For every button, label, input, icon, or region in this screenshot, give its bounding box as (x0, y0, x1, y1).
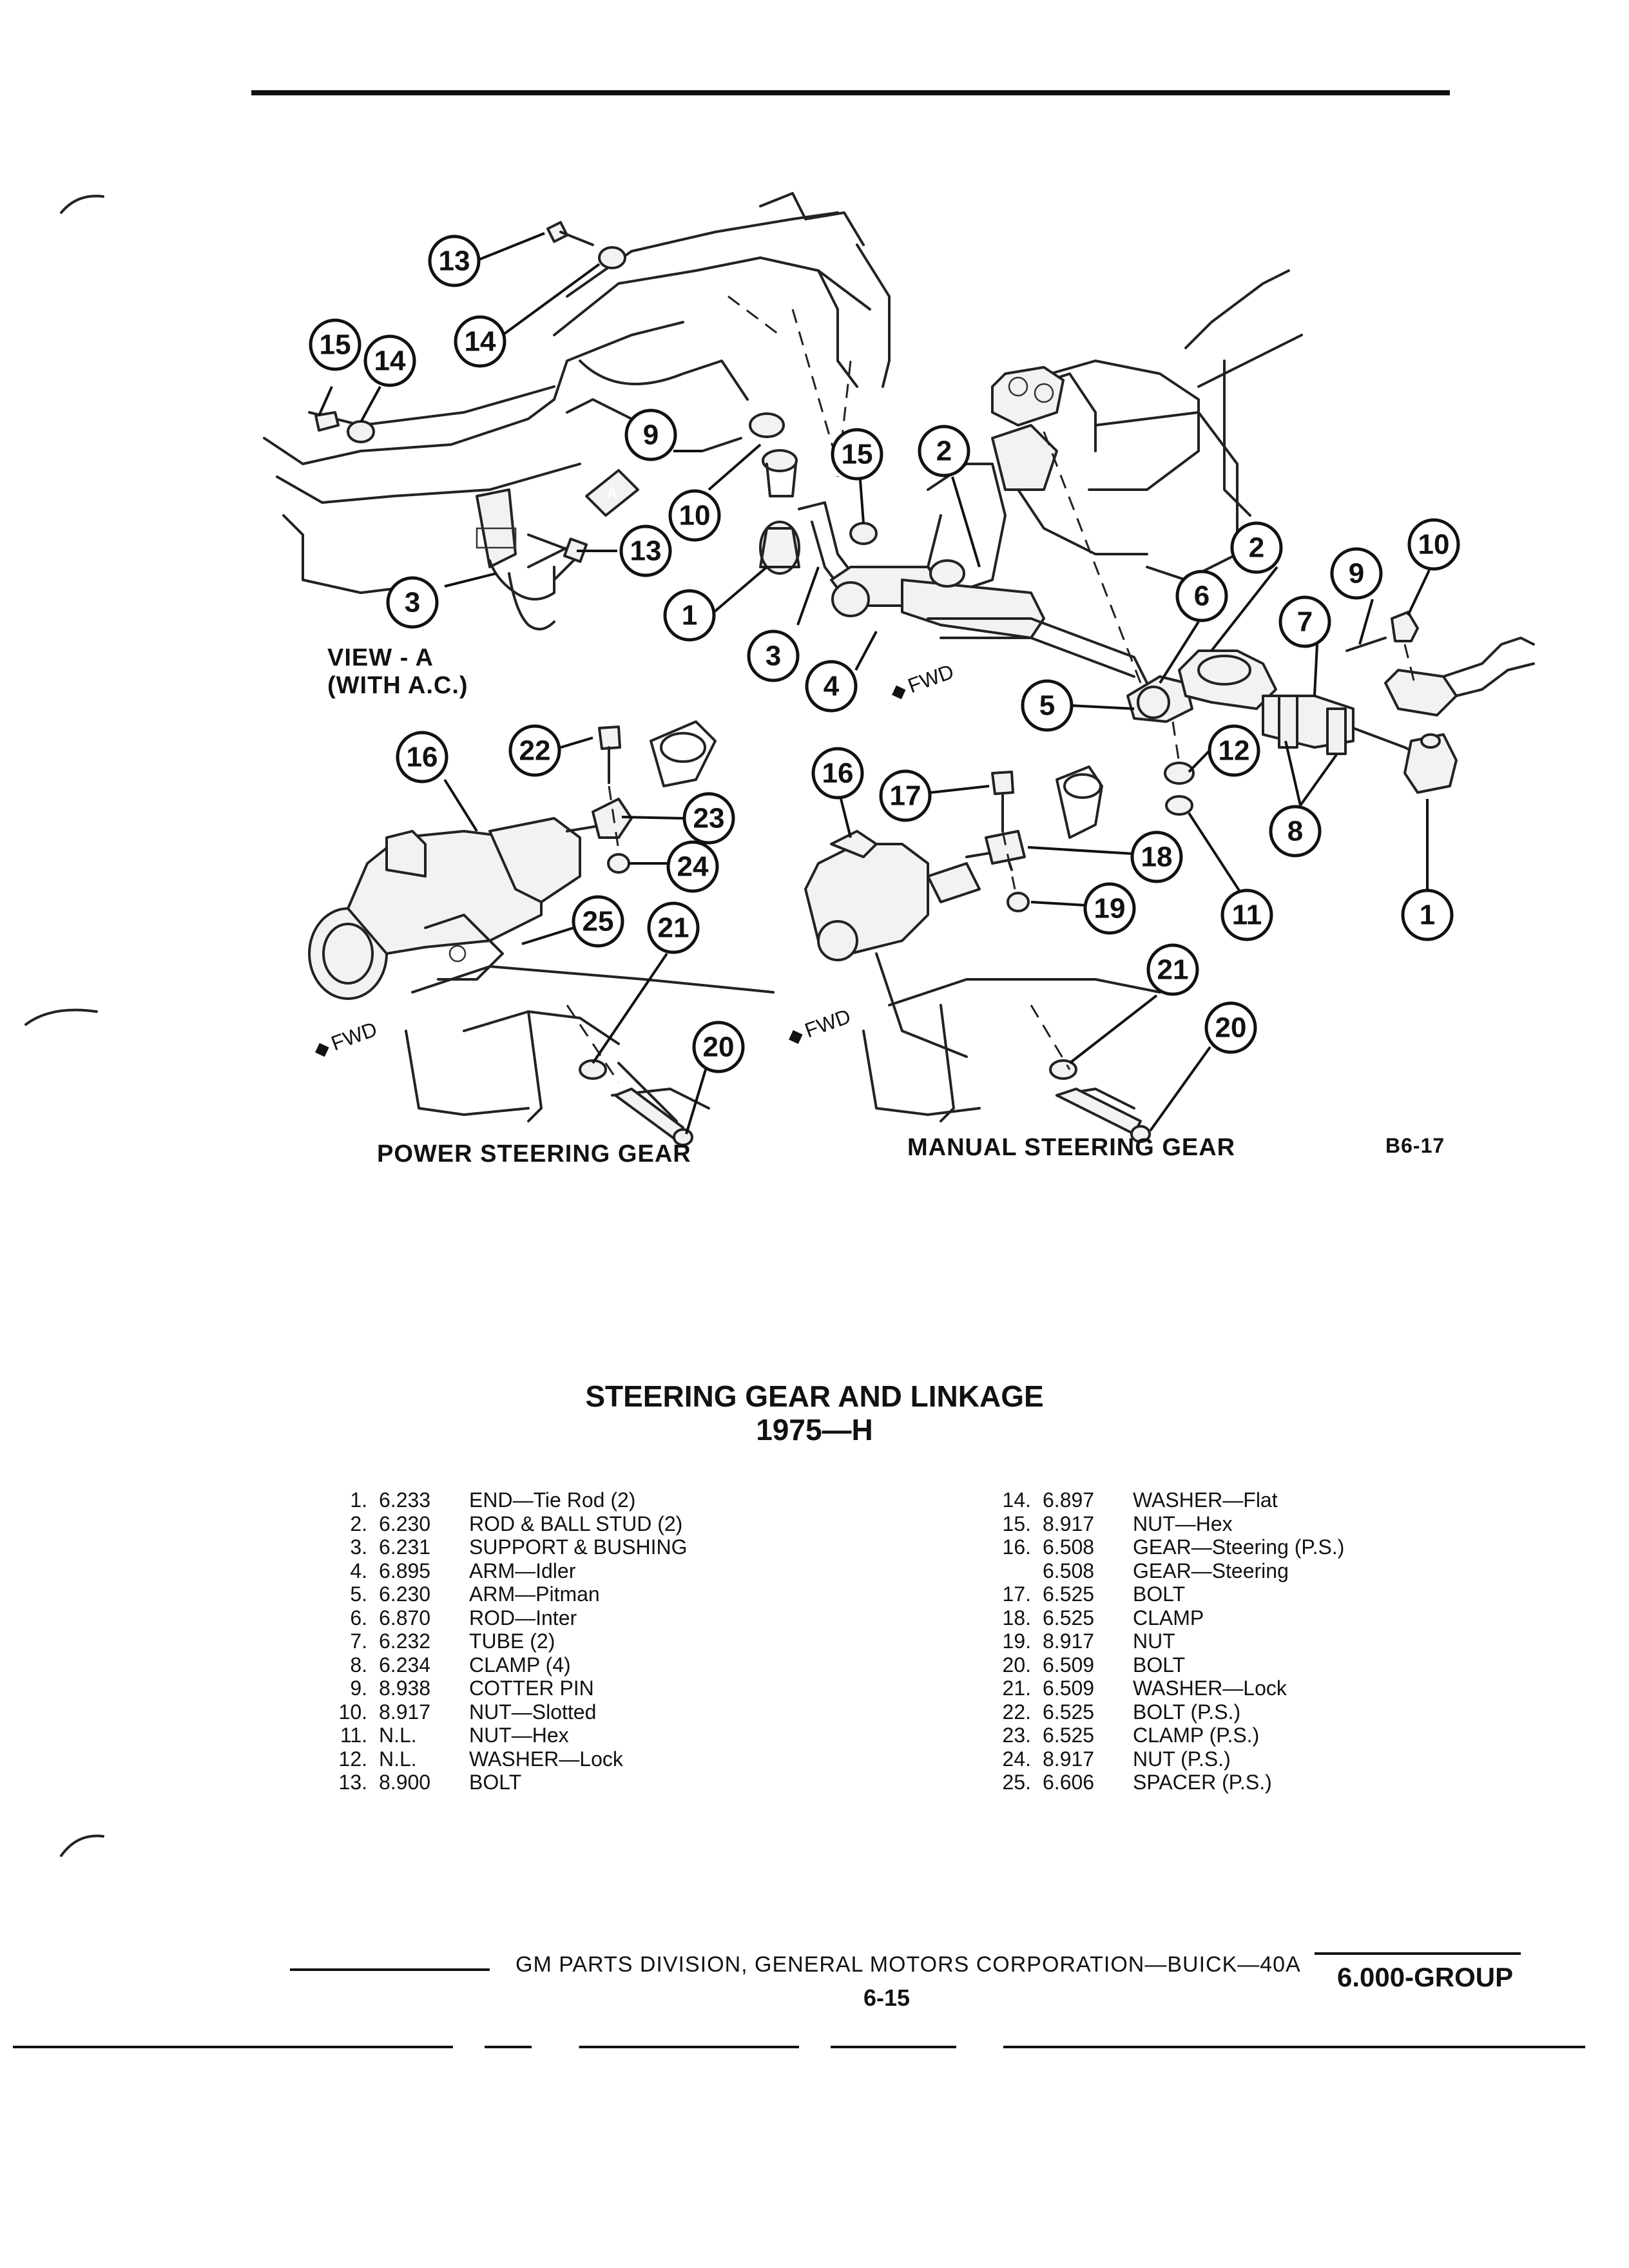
page-number: 6-15 (863, 1984, 911, 2011)
part-number-index: 7. (350, 1629, 367, 1653)
part-number-index: 8. (350, 1653, 367, 1677)
part-catalog-code: 6.897 (1043, 1488, 1095, 1512)
footer-rule-left (290, 1968, 490, 1971)
callout (1023, 681, 1072, 730)
part-number-index: 18. (1002, 1606, 1031, 1629)
part-description: GEAR—Steering (1133, 1559, 1289, 1582)
callout (1206, 1003, 1255, 1052)
callout-number: 20 (1215, 1012, 1247, 1044)
part-description: SUPPORT & BUSHING (469, 1535, 688, 1559)
part-description: NUT (1133, 1629, 1175, 1653)
fwd-text: FWD (328, 1017, 380, 1055)
callout (1403, 890, 1452, 939)
view-a-label: VIEW - A (327, 644, 434, 671)
page-title: STEERING GEAR AND LINKAGE (585, 1379, 1044, 1413)
callout (1085, 884, 1134, 933)
callout-number: 3 (765, 640, 782, 672)
callout-number: 5 (1039, 689, 1055, 722)
parts-list-row (309, 1653, 687, 1677)
part-catalog-code: 6.509 (1043, 1653, 1095, 1677)
part-description: ARM—Pitman (469, 1582, 600, 1606)
callout-number: 21 (657, 912, 689, 944)
callout (1222, 890, 1271, 939)
callout (311, 320, 360, 369)
part-number-index: 2. (350, 1512, 367, 1535)
view-a-sublabel: (WITH A.C.) (327, 672, 468, 699)
part-catalog-code: 8.900 (379, 1771, 431, 1794)
part-catalog-code: 6.233 (379, 1488, 431, 1512)
part-number-index: 14. (1002, 1488, 1031, 1512)
callout (1332, 549, 1381, 598)
callout (1271, 807, 1320, 856)
callout (510, 726, 559, 775)
part-description: BOLT (469, 1771, 522, 1794)
part-catalog-code: 6.525 (1043, 1724, 1095, 1747)
callout (430, 236, 479, 285)
parts-list-row (973, 1724, 1344, 1747)
callout (621, 526, 670, 575)
parts-list-row (973, 1512, 1344, 1536)
part-description: BOLT (1133, 1653, 1186, 1677)
part-description: WASHER—Lock (469, 1747, 623, 1771)
bottom-rule (13, 2046, 1585, 2048)
part-description: NUT—Hex (469, 1724, 569, 1747)
part-catalog-code: 6.895 (379, 1559, 431, 1582)
part-number-index: 16. (1002, 1535, 1031, 1559)
part-number-index: 23. (1002, 1724, 1031, 1747)
part-number-index: 5. (350, 1582, 367, 1606)
callout (1210, 726, 1258, 775)
callout-number: 21 (1157, 954, 1189, 986)
callout (670, 491, 719, 540)
callout-number: 1 (1419, 899, 1436, 931)
fwd-text: FWD (802, 1004, 854, 1043)
part-description: END—Tie Rod (2) (469, 1488, 636, 1512)
parts-list-row (973, 1629, 1344, 1653)
part-number-index: 6. (350, 1606, 367, 1629)
part-description: CLAMP (4) (469, 1653, 571, 1677)
part-number-index: 15. (1002, 1512, 1031, 1535)
callout-number: 2 (1248, 532, 1265, 564)
part-number-index: 12. (338, 1747, 367, 1771)
part-catalog-code: 8.917 (379, 1700, 431, 1724)
parts-list-row (973, 1582, 1344, 1606)
part-description: WASHER—Flat (1133, 1488, 1278, 1512)
part-catalog-code: 6.234 (379, 1653, 431, 1677)
callout-number: 2 (936, 435, 952, 467)
part-number-index: 10. (338, 1700, 367, 1724)
callout-number: 6 (1193, 580, 1210, 612)
part-description: CLAMP (P.S.) (1133, 1724, 1260, 1747)
part-catalog-code: 6.525 (1043, 1606, 1095, 1629)
part-catalog-code: 8.938 (379, 1677, 431, 1700)
parts-list-row (309, 1677, 687, 1700)
part-number-index: 22. (1002, 1700, 1031, 1724)
callout (626, 410, 675, 459)
callout (365, 336, 414, 385)
callout (665, 591, 714, 640)
callout (1132, 832, 1181, 881)
callout-number: 9 (1348, 557, 1365, 590)
part-description: SPACER (P.S.) (1133, 1771, 1272, 1794)
view-a-tag: A (606, 485, 618, 503)
fwd-arrow-icon: ◆ (311, 1036, 333, 1062)
callout (1177, 572, 1226, 620)
part-description: NUT—Slotted (469, 1700, 597, 1724)
callout (574, 897, 622, 946)
parts-list-row (309, 1606, 687, 1630)
parts-list-row (973, 1559, 1344, 1583)
parts-list-row (973, 1488, 1344, 1512)
parts-list-row (309, 1724, 687, 1747)
callout-number: 14 (464, 325, 496, 358)
fwd-arrow-icon: ◆ (784, 1023, 806, 1049)
part-number-index: 9. (350, 1677, 367, 1700)
callout (1148, 945, 1197, 994)
parts-list-row (309, 1747, 687, 1771)
part-catalog-code: 6.525 (1043, 1700, 1095, 1724)
callout (398, 733, 447, 782)
part-number-index: 25. (1002, 1771, 1031, 1794)
parts-list-row (973, 1677, 1344, 1700)
parts-list-row (309, 1629, 687, 1653)
part-description: ROD & BALL STUD (2) (469, 1512, 683, 1535)
part-description: CLAMP (1133, 1606, 1204, 1629)
part-catalog-code: 6.525 (1043, 1582, 1095, 1606)
callout-number: 3 (404, 586, 421, 619)
part-description: COTTER PIN (469, 1677, 594, 1700)
part-catalog-code: 6.508 (1043, 1535, 1095, 1559)
parts-list-row (309, 1535, 687, 1559)
callout-number: 19 (1094, 892, 1126, 925)
callout-number: 12 (1218, 735, 1250, 767)
part-catalog-code: 6.232 (379, 1629, 431, 1653)
part-number-index: 17. (1002, 1582, 1031, 1606)
callout (833, 430, 882, 479)
part-number-index: 1. (350, 1488, 367, 1512)
callout-number: 9 (642, 419, 659, 451)
callout-number: 20 (702, 1031, 735, 1063)
part-number-index: 4. (350, 1559, 367, 1582)
part-catalog-code: 6.230 (379, 1512, 431, 1535)
group-number: 6.000-GROUP (1337, 1962, 1514, 1992)
callout (668, 842, 717, 891)
callout (749, 631, 798, 680)
footer-rule-right (1315, 1952, 1521, 1955)
callout-number: 13 (630, 535, 662, 567)
part-catalog-code: N.L. (379, 1747, 417, 1771)
part-description: NUT—Hex (1133, 1512, 1233, 1535)
parts-list-row (973, 1771, 1344, 1794)
part-description: WASHER—Lock (1133, 1677, 1287, 1700)
parts-list-row (973, 1653, 1344, 1677)
callout-number: 14 (374, 345, 406, 377)
part-description: ARM—Idler (469, 1559, 576, 1582)
part-catalog-code: 6.230 (379, 1582, 431, 1606)
callout-number: 22 (519, 735, 551, 767)
power-steering-gear-caption: POWER STEERING GEAR (377, 1140, 691, 1168)
callout-number: 18 (1141, 841, 1173, 873)
figure-id: B6-17 (1385, 1134, 1445, 1157)
parts-list-row (309, 1512, 687, 1536)
callout (813, 749, 862, 798)
part-catalog-code: 6.231 (379, 1535, 431, 1559)
part-catalog-code: 6.509 (1043, 1677, 1095, 1700)
parts-list-right (973, 1488, 1344, 1794)
parts-list-row (309, 1700, 687, 1724)
part-number-index (973, 1559, 1043, 1583)
parts-list-row (973, 1700, 1344, 1724)
callout-number: 25 (582, 905, 614, 937)
callout-number: 7 (1296, 606, 1313, 638)
parts-list-left (309, 1488, 687, 1794)
parts-list-row (309, 1488, 687, 1512)
part-description: ROD—Inter (469, 1606, 577, 1629)
callout (881, 771, 930, 820)
fwd-text: FWD (905, 659, 957, 698)
callout (1280, 597, 1329, 646)
part-number-index: 24. (1002, 1747, 1031, 1771)
callout (456, 317, 505, 366)
callout (694, 1023, 743, 1072)
part-number-index: 20. (1002, 1653, 1031, 1677)
part-catalog-code: 6.508 (1043, 1559, 1095, 1582)
fwd-arrow-icon: ◆ (887, 678, 909, 704)
part-description: BOLT (1133, 1582, 1186, 1606)
part-catalog-code: 8.917 (1043, 1747, 1095, 1771)
callout-number: 15 (841, 438, 873, 470)
callout (920, 427, 969, 476)
callout-number: 11 (1231, 899, 1262, 931)
part-description: NUT (P.S.) (1133, 1747, 1231, 1771)
part-description: BOLT (P.S.) (1133, 1700, 1241, 1724)
power-steering-gear-drawing (309, 722, 773, 1145)
parts-list-row (309, 1559, 687, 1583)
callout-number: 16 (822, 757, 854, 789)
callout-number: 24 (677, 850, 709, 883)
part-number-index: 19. (1002, 1629, 1031, 1653)
parts-list-row (973, 1535, 1344, 1559)
callout-number: 10 (679, 499, 711, 532)
parts-list-row (973, 1606, 1344, 1630)
manual-steering-gear-caption: MANUAL STEERING GEAR (907, 1134, 1236, 1161)
part-catalog-code: 8.917 (1043, 1512, 1095, 1535)
callout (684, 794, 733, 843)
part-catalog-code: N.L. (379, 1724, 417, 1747)
part-catalog-code: 8.917 (1043, 1629, 1095, 1653)
callout-number: 13 (438, 245, 470, 277)
callout (388, 578, 437, 627)
manual-steering-gear-drawing (805, 767, 1160, 1142)
part-description: TUBE (2) (469, 1629, 555, 1653)
callout-number: 8 (1287, 815, 1304, 847)
callout-number: 17 (889, 780, 921, 812)
callout (1409, 520, 1458, 569)
callout-number: 16 (406, 741, 438, 773)
part-description: GEAR—Steering (P.S.) (1133, 1535, 1345, 1559)
parts-list-row (973, 1747, 1344, 1771)
page-subtitle: 1975—H (756, 1413, 873, 1446)
part-catalog-code: 6.870 (379, 1606, 431, 1629)
part-number-index: 13. (338, 1771, 367, 1794)
part-number-index: 11. (340, 1724, 367, 1747)
callout-number: 23 (693, 802, 725, 834)
parts-list-row (309, 1771, 687, 1794)
main-linkage-drawing (586, 271, 1534, 814)
callout (1232, 523, 1281, 572)
part-catalog-code: 6.606 (1043, 1771, 1095, 1794)
callout (807, 662, 856, 711)
callout-number: 15 (319, 329, 351, 361)
callout-number: 1 (681, 599, 698, 631)
callout (649, 903, 698, 952)
parts-list-row (309, 1582, 687, 1606)
footer-corporation: GM PARTS DIVISION, GENERAL MOTORS CORPORATION—BUICK—40A (516, 1952, 1301, 1977)
part-number-index: 21. (1002, 1677, 1031, 1700)
callout-number: 4 (823, 670, 840, 702)
part-number-index: 3. (350, 1535, 367, 1559)
callout-number: 10 (1418, 528, 1450, 561)
